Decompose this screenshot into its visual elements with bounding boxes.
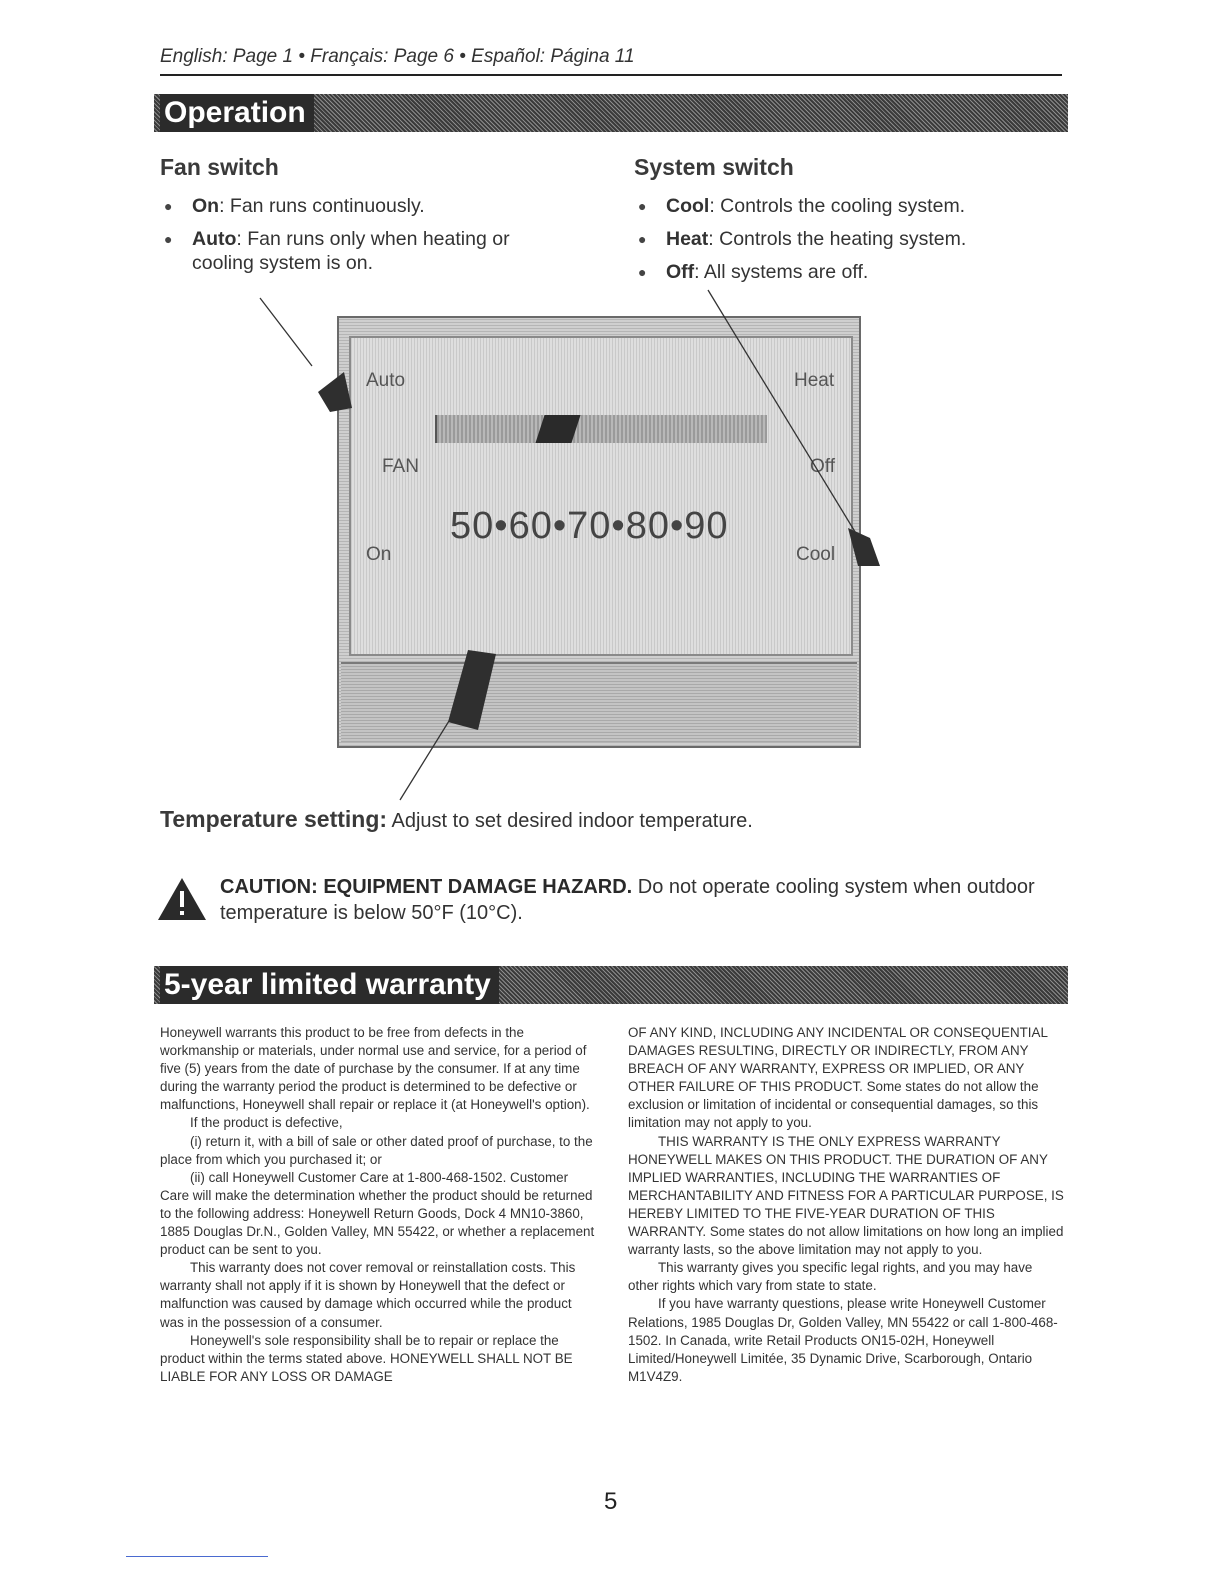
temperature-setting-label: Temperature setting: [160, 806, 388, 832]
warranty-paragraph: Honeywell warrants this product to be free from defects in the workmanship or materials, under normal use and service, for a period of five (5) years from the date of purchase by the consumer. If at any time during the warranty period the product is determined to be defective or malfunctions, Honeywell shall repair or replace it (at Honeywell's option). [160, 1025, 590, 1113]
system-switch-leader-line [708, 290, 860, 540]
temperature-setting-caption [160, 806, 753, 833]
system-switch-title: System switch [634, 154, 794, 180]
language-page-index: English: Page 1 • Français: Page 6 • Español: Página 11 [160, 46, 1062, 76]
system-heat-label: Heat [794, 370, 835, 391]
system-off-label: Off [810, 456, 835, 477]
system-cool-term: Cool [666, 195, 710, 217]
caution-label: CAUTION: EQUIPMENT DAMAGE HAZARD. [220, 876, 633, 898]
bullet-icon: ● [164, 198, 173, 214]
warranty-banner [154, 966, 1068, 1004]
system-off-text: : All systems are off. [694, 261, 869, 283]
operation-title: Operation [160, 94, 314, 132]
fan-switch-lever [318, 372, 352, 412]
warranty-paragraph: If you have warranty questions, please write Honeywell Customer Relations, 1985 Douglas Dr, Golden Valley, MN 55422 or call 1-800-468-1502. In Canada, write Retail Products ON15-02H, Honeywell Limited/Honeywell Limitée, 35 Dynamic Drive, Scarborough, Ontario M1V4Z9. [628, 1296, 1058, 1384]
warranty-paragraph: If the product is defective, [190, 1115, 343, 1131]
system-off-term: Off [666, 261, 695, 283]
system-switch-lever [848, 528, 880, 566]
fan-auto-term: Auto [192, 228, 237, 250]
system-cool-text: : Controls the cooling system. [709, 195, 966, 217]
warranty-paragraph: THIS WARRANTY IS THE ONLY EXPRESS WARRANTY HONEYWELL MAKES ON THIS PRODUCT. THE DURATION OF ANY IMPLIED WARRANTIES, INCLUDING THE WARRANTIES OF MERCHANTABILITY AND FITNESS FOR A PARTICULAR PURPOSE, IS HEREBY LIMITED TO THE FIVE-YEAR DURATION OF THIS WARRANTY. Some states do not allow limitations on how long an implied warranty lasts, so the above limitation may not apply to you. [628, 1133, 1064, 1258]
system-cool-label: Cool [796, 544, 836, 565]
warranty-left-column [160, 1024, 596, 1386]
warranty-paragraph: This warranty does not cover removal or reinstallation costs. This warranty shall not apply if it is shown by Honeywell that the defect or malfunction was caused by damage which occurred while the product was in the possession of a consumer. [160, 1260, 576, 1330]
temperature-setting-text: Adjust to set desired indoor temperature. [387, 810, 753, 832]
temperature-lever [448, 650, 496, 730]
bullet-icon: ● [638, 198, 647, 214]
caution-notice [220, 874, 1040, 926]
page-number: 5 [604, 1488, 618, 1515]
warning-triangle-icon [156, 876, 208, 922]
warranty-right-column [628, 1024, 1064, 1386]
system-heat-text: : Controls the heating system. [708, 228, 967, 250]
bullet-icon: ● [164, 231, 173, 247]
fan-on-text: : Fan runs continuously. [219, 195, 425, 217]
bullet-icon: ● [638, 264, 647, 280]
warranty-paragraph: This warranty gives you specific legal rights, and you may have other rights which vary from state to state. [628, 1260, 1033, 1294]
fan-auto-label: Auto [366, 370, 406, 391]
warranty-paragraph: (ii) call Honeywell Customer Care at 1-800-468-1502. Customer Care will make the determination whether the product should be returned to the following address: Honeywell Return Goods, Dock 4 MN10-3860, 1885 Douglas Dr.N., Golden Valley, MN 55422, or whether a replacement product can be sent to you. [160, 1169, 595, 1258]
warranty-paragraph: Honeywell's sole responsibility shall be to repair or replace the product within the terms stated above. HONEYWELL SHALL NOT BE LIABLE FOR ANY LOSS OR DAMAGE [160, 1332, 573, 1384]
caution-text: Do not operate cooling system when outdoor temperature is below 50°F (10°C). [220, 876, 1035, 924]
warranty-title: 5-year limited warranty [160, 966, 499, 1004]
fan-on-term: On [192, 195, 220, 217]
fan-switch-leader-line [260, 298, 312, 366]
system-heat-term: Heat [666, 228, 709, 250]
fan-auto-text: : Fan runs only when heating or cooling system is on. [192, 228, 510, 274]
footer-rule [126, 1556, 268, 1557]
bullet-icon: ● [638, 231, 647, 247]
fan-switch-title: Fan switch [160, 154, 279, 180]
warranty-paragraph: (i) return it, with a bill of sale or other dated proof of purchase, to the place from which you purchased it; or [160, 1133, 593, 1167]
fan-label: FAN [382, 456, 419, 477]
warranty-paragraph: OF ANY KIND, INCLUDING ANY INCIDENTAL OR CONSEQUENTIAL DAMAGES RESULTING, DIRECTLY OR INDIRECTLY, FROM ANY BREACH OF ANY WARRANTY, EXPRESS OR IMPLIED, OR ANY OTHER FAILURE OF THIS PRODUCT. Some states do not allow the exclusion or limitation of incidental or consequential damages, so this limitation may not apply to you. [628, 1025, 1048, 1131]
fan-on-label: On [366, 544, 392, 565]
temperature-scale: 50•60•70•80•90 [450, 505, 729, 547]
